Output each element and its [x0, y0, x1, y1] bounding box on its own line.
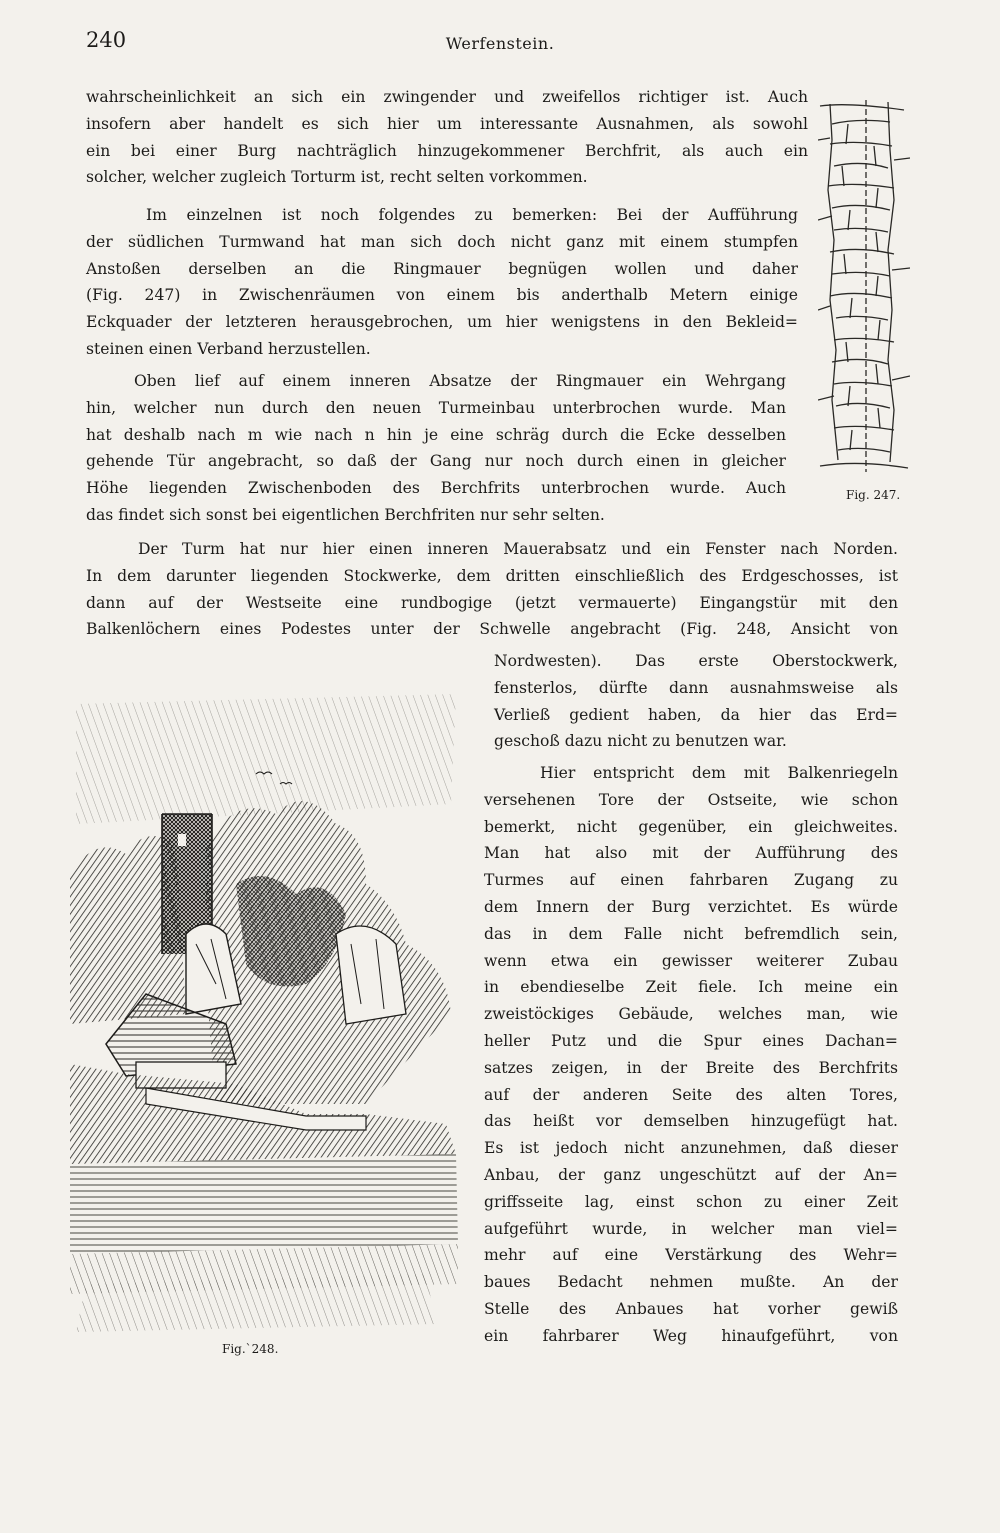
text-line: griffsseite lag, einst schon zu einer Zeit: [484, 1192, 898, 1211]
text-line: der südlichen Turmwand hat man sich doch nicht ganz mit einem stumpfen: [86, 232, 798, 251]
text-line: steinen einen Verband herzustellen.: [86, 339, 371, 358]
text-line: das in dem Falle nicht befremdlich sein,: [484, 924, 898, 943]
text-line: dem Innern der Burg verzichtet. Es würde: [484, 897, 898, 916]
text-line: hat deshalb nach m wie nach n hin je eine schräg durch die Ecke desselben: [86, 425, 786, 444]
text-line: geschoß dazu nicht zu benutzen war.: [494, 732, 787, 751]
text-line: Turmes auf einen fahrbaren Zugang zu: [484, 871, 898, 890]
text-line: Es ist jedoch nicht anzunehmen, daß dieser: [484, 1139, 898, 1158]
text-line: wenn etwa ein gewisser weiterer Zubau: [484, 951, 898, 970]
paragraph: [86, 202, 798, 363]
text-line: Verließ gedient haben, da hier das Erd=: [494, 705, 898, 724]
text-line: Im einzelnen ist noch folgendes zu bemerken: Bei der Aufführung: [146, 206, 798, 224]
text-line: auf der anderen Seite des alten Tores,: [484, 1085, 898, 1104]
text-line: das findet sich sonst bei eigentlichen Berchfriten nur sehr selten.: [86, 505, 605, 524]
text-line: Stelle des Anbaues hat vorher gewiß: [484, 1299, 898, 1318]
text-line: heller Putz und die Spur eines Dachan=: [484, 1031, 898, 1050]
text-line: insofern aber handelt es sich hier um interessante Ausnahmen, als sowohl: [86, 114, 808, 133]
text-line: Anstoßen derselben an die Ringmauer begnügen wollen und daher: [86, 259, 798, 278]
figure-248-caption: Fig.`248.: [222, 1342, 279, 1356]
castle-ruin-engraving-icon: [66, 684, 466, 1336]
text-line: zweistöckiges Gebäude, welches man, wie: [484, 1005, 898, 1024]
page-number: 240: [86, 28, 127, 52]
text-line: mehr auf eine Verstärkung des Wehr=: [484, 1246, 898, 1265]
text-line: fensterlos, dürfte dann ausnahmsweise als: [494, 678, 898, 697]
text-line: aufgeführt wurde, in welcher man viel=: [484, 1219, 898, 1238]
paragraph: [494, 648, 898, 755]
text-line: Höhe liegenden Zwischenboden des Berchfrits unterbrochen wurde. Auch: [86, 479, 786, 498]
text-line: solcher, welcher zugleich Torturm ist, recht selten vorkommen.: [86, 168, 588, 187]
text-line: wahrscheinlichkeit an sich ein zwingender und zweifellos richtiger ist. Auch: [86, 88, 808, 106]
text-line: satzes zeigen, in der Breite des Berchfrits: [484, 1058, 898, 1077]
text-line: Eckquader der letzteren herausgebrochen, um hier wenigstens in den Bekleid=: [86, 313, 798, 332]
masonry-wall-drawing-icon: [818, 100, 910, 472]
text-line: Hier entspricht dem mit Balkenriegeln: [540, 764, 898, 782]
text-line: dann auf der Westseite eine rundbogige (jetzt vermauerte) Eingangstür mit den: [86, 593, 898, 612]
text-line: Balkenlöchern eines Podestes unter der Schwelle angebracht (Fig. 248, Ansicht von: [86, 620, 898, 639]
text-line: (Fig. 247) in Zwischenräumen von einem bis anderthalb Metern einige: [86, 286, 798, 305]
text-line: in ebendieselbe Zeit fiele. Ich meine ein: [484, 978, 898, 997]
paragraph: [484, 760, 898, 1350]
running-head: Werfenstein.: [445, 34, 555, 53]
text-line: Nordwesten). Das erste Oberstockwerk,: [494, 652, 898, 670]
figure-248: [66, 684, 466, 1336]
text-line: Anbau, der ganz ungeschützt auf der An=: [484, 1165, 898, 1184]
text-line: das heißt vor demselben hinzugefügt hat.: [484, 1112, 898, 1131]
figure-247-caption: Fig. 247.: [846, 488, 901, 502]
text-line: In dem darunter liegenden Stockwerke, dem dritten einschließlich des Erdgeschosses, ist: [86, 566, 898, 585]
text-line: gehende Tür angebracht, so daß der Gang nur noch durch einen in gleicher: [86, 452, 786, 471]
text-line: ein fahrbarer Weg hinaufgeführt, von: [484, 1326, 898, 1345]
paragraph: [86, 84, 808, 191]
text-line: bemerkt, nicht gegenüber, ein gleichweites.: [484, 817, 898, 836]
text-line: Der Turm hat nur hier einen inneren Mauerabsatz und ein Fenster nach Norden.: [138, 540, 898, 558]
text-line: ein bei einer Burg nachträglich hinzugekommener Berchfrit, als auch ein: [86, 141, 808, 160]
text-line: Oben lief auf einem inneren Absatze der Ringmauer ein Wehrgang: [134, 372, 786, 390]
text-line: baues Bedacht nehmen mußte. An der: [484, 1273, 898, 1292]
figure-247: [818, 100, 910, 472]
text-line: hin, welcher nun durch den neuen Turmeinbau unterbrochen wurde. Man: [86, 398, 786, 417]
paragraph: [86, 536, 898, 643]
paragraph: [86, 368, 786, 529]
text-line: Man hat also mit der Aufführung des: [484, 844, 898, 863]
text-line: versehenen Tore der Ostseite, wie schon: [484, 790, 898, 809]
